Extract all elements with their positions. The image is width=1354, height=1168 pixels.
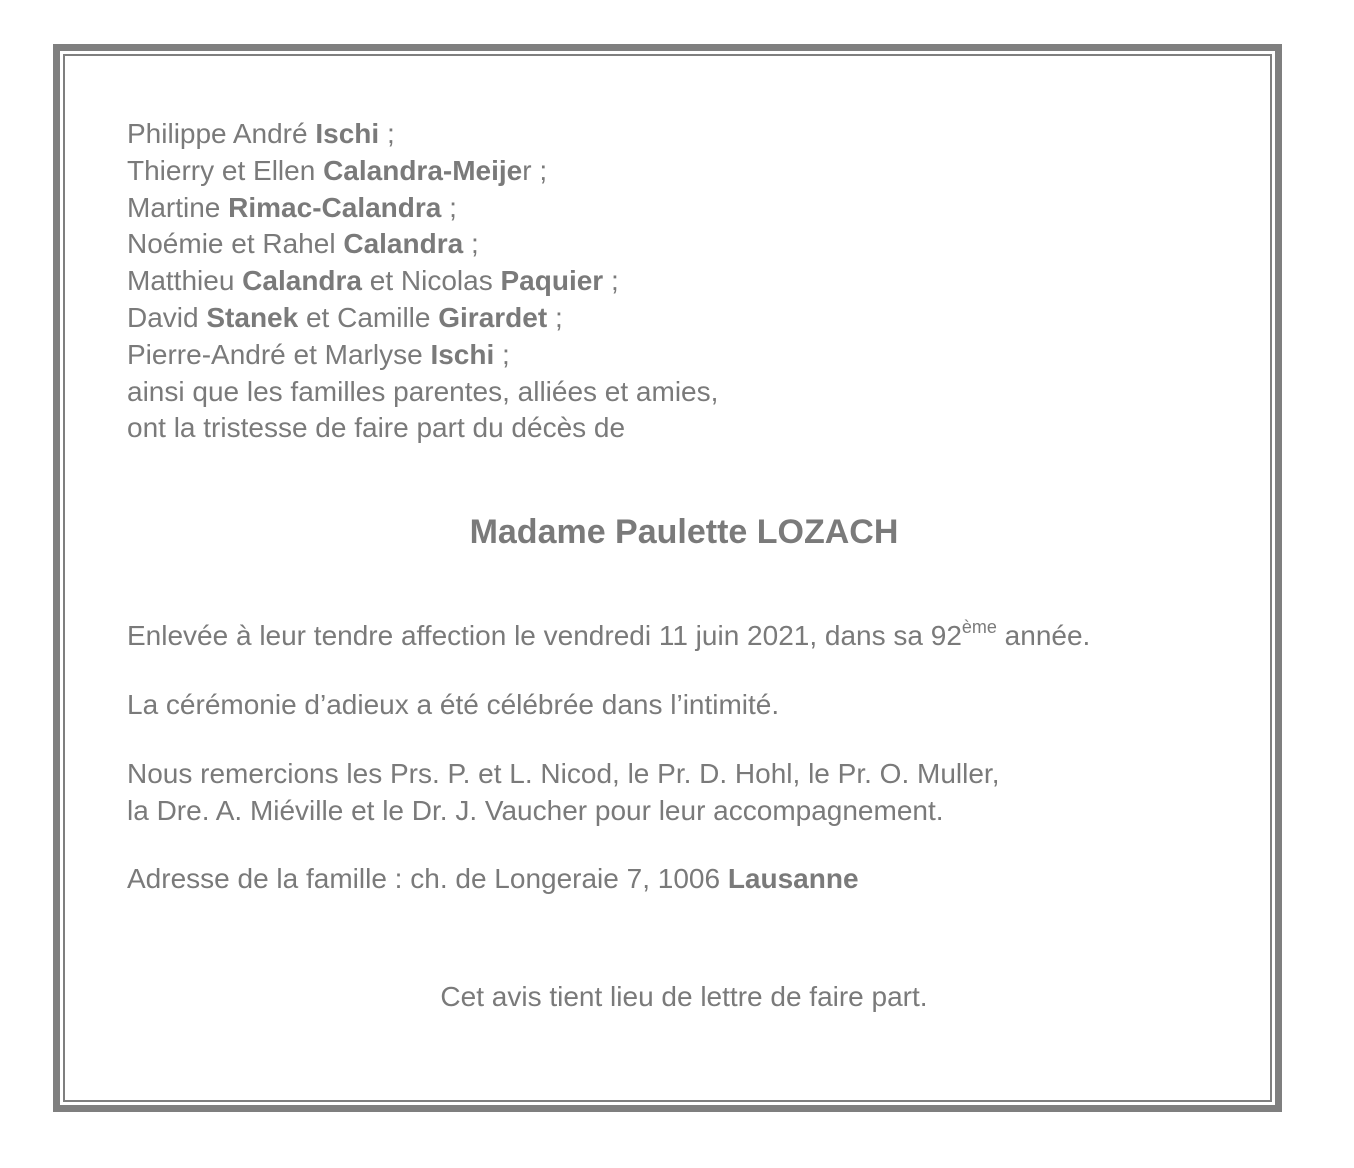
thanks-text xyxy=(127,756,999,830)
closing-note: Cet avis tient lieu de lettre de faire part. xyxy=(440,981,928,1012)
family-address: Adresse de la famille : ch. de Longeraie 7, 1006 Lausanne xyxy=(127,863,859,894)
intro-line: ont la tristesse de faire part du décès de xyxy=(127,412,626,444)
family-surname: Stanek xyxy=(206,301,299,333)
ordinal-suffix: ème xyxy=(961,617,997,637)
address-city: Lausanne xyxy=(727,863,859,894)
deceased-name: Madame Paulette LOZACH xyxy=(469,513,899,551)
family-line: Philippe André Ischi ; xyxy=(127,118,395,149)
family-line: Martine Rimac-Calandra ; xyxy=(127,191,457,223)
death-announcement: Enlevée à leur tendre affection le vendredi 11 juin 2021, dans sa 92ème année. xyxy=(127,617,1091,651)
obituary-notice xyxy=(127,116,1247,1012)
ceremony-text: La cérémonie d’adieux a été célébrée dans l’intimité. xyxy=(127,689,780,720)
family-surname: Ischi xyxy=(315,118,380,149)
thanks-line: Nous remercions les Prs. P. et L. Nicod, le Pr. D. Hohl, le Pr. O. Muller, xyxy=(127,758,1000,789)
family-surname: Rimac-Calandra xyxy=(228,191,442,223)
thanks-line: la Dre. A. Miéville et le Dr. J. Vaucher pour leur accompagnement. xyxy=(127,794,944,826)
family-surname: Ischi xyxy=(430,338,495,370)
family-line: Pierre-André et Marlyse Ischi ; xyxy=(127,338,510,370)
family-surname: Calandra xyxy=(242,265,362,297)
family-surname: Calandra xyxy=(343,228,464,260)
family-surname: Girardet xyxy=(438,301,548,333)
family-surname: Calandra-Meije xyxy=(323,154,523,186)
family-line: Thierry et Ellen Calandra-Meijer ; xyxy=(127,154,548,186)
family-line: Matthieu Calandra et Nicolas Paquier ; xyxy=(127,265,619,297)
family-line: David Stanek et Camille Girardet ; xyxy=(127,301,563,333)
family-list xyxy=(127,116,1247,447)
family-line: Noémie et Rahel Calandra ; xyxy=(127,228,479,260)
intro-line: ainsi que les familles parentes, alliées et amies, xyxy=(127,375,719,407)
family-surname: Paquier xyxy=(500,265,604,297)
